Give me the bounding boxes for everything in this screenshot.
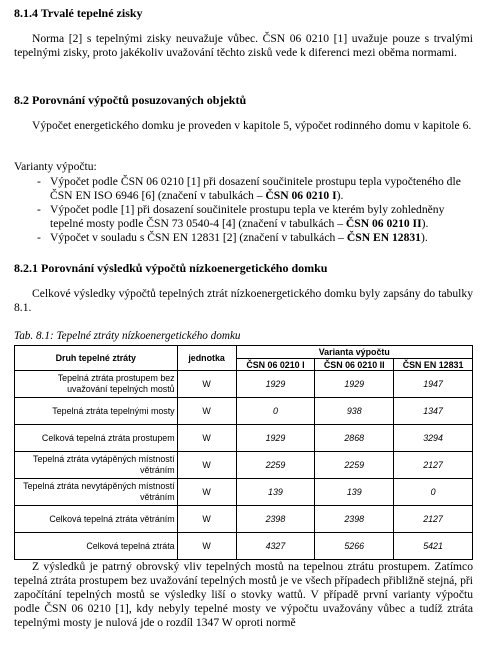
cell-value: 5421: [394, 533, 473, 560]
row-unit: W: [177, 506, 236, 533]
col-header-variant: Varianta výpočtu: [236, 346, 472, 359]
row-unit: W: [177, 479, 236, 506]
heading-8-1-4: 8.1.4 Trvalé tepelné zisky: [14, 6, 143, 20]
cell-value: 1929: [315, 371, 394, 398]
table-row: [15, 452, 473, 479]
heading-8-2: 8.2 Porovnání výpočtů posuzovaných objektů: [14, 93, 247, 107]
cell-value: 4327: [236, 533, 315, 560]
table-row: [15, 533, 473, 560]
row-label: Tepelná ztráta nevytápěných místností větráním: [15, 479, 178, 506]
table-row: [15, 371, 473, 398]
cell-value: 2259: [236, 452, 315, 479]
cell-value: 2398: [236, 506, 315, 533]
table-row: [15, 425, 473, 452]
cell-value: 1947: [394, 371, 473, 398]
list-item: - Výpočet podle [1] při dosazení součinitele prostupu tepla ve kterém byly zohledněny tepelné mosty podle ČSN 73 0540-4 [4] (značení v tabulkách – ČSN 06 0210 II).: [37, 203, 445, 230]
list-item: - Výpočet podle ČSN 06 0210 [1] při dosazení součinitele prostupu tepla vypočteného dle ČSN EN ISO 6946 [6] (značení v tabulkách – ČSN 06 0210 I).: [37, 175, 461, 202]
row-unit: W: [177, 371, 236, 398]
cell-value: 139: [315, 479, 394, 506]
table-caption: Tab. 8.1: Tepelné ztráty nízkoenergetického domku: [14, 330, 241, 342]
cell-value: 5266: [315, 533, 394, 560]
row-label: Celková tepelná ztráta: [15, 533, 178, 560]
list-item: - Výpočet v souladu s ČSN EN 12831 [2] (značení v tabulkách – ČSN EN 12831).: [37, 231, 428, 244]
col-header-unit: jednotka: [177, 346, 236, 371]
row-unit: W: [177, 398, 236, 425]
col-header-variant-1: ČSN 06 0210 I: [236, 359, 315, 371]
paragraph-vysledky: Celkové výsledky výpočtů tepelných ztrát nízkoenergetického domku byly zapsány do tabulky 8.1.: [14, 287, 473, 314]
cell-value: 0: [236, 398, 315, 425]
cell-value: 3294: [394, 425, 473, 452]
cell-value: 2259: [315, 452, 394, 479]
table-row: [15, 398, 473, 425]
paragraph-porovnani: Výpočet energetického domku je proveden v kapitole 5, výpočet rodinného domu v kapitole 6.: [32, 119, 472, 132]
heat-loss-table: [14, 345, 473, 560]
cell-value: 1347: [394, 398, 473, 425]
cell-value: 2127: [394, 506, 473, 533]
row-unit: W: [177, 425, 236, 452]
cell-value: 938: [315, 398, 394, 425]
variants-title: Varianty výpočtu:: [14, 160, 97, 173]
row-label: Tepelná ztráta vytápěných místností větráním: [15, 452, 178, 479]
row-unit: W: [177, 452, 236, 479]
row-unit: W: [177, 533, 236, 560]
cell-value: 139: [236, 479, 315, 506]
col-header-type: Druh tepelné ztráty: [15, 346, 178, 371]
cell-value: 0: [394, 479, 473, 506]
row-label: Celková tepelná ztráta prostupem: [15, 425, 178, 452]
cell-value: 2398: [315, 506, 394, 533]
paragraph-closing: Z výsledků je patrný obrovský vliv tepelných mostů na tepelnou ztrátu prostupem. Zatímco tepelná ztráta prostupem bez uvažování tepelných mostů je ve všech případech přibližně stejná, při započítání tepelných mostů se výsledky liší o stovky wattů. V případě první varianty výpočtu podle ČSN 06 0210 [1], kdy nebyly tepelné mosty ve výpočtu uvažovány vůbec a tudíž ztráta tepelnými mosty je nulová jde o rozdíl 1347 W oproti normě: [14, 560, 473, 629]
cell-value: 1929: [236, 425, 315, 452]
table-row: [15, 506, 473, 533]
cell-value: 1929: [236, 371, 315, 398]
row-label: Tepelná ztráta tepelnými mosty: [15, 398, 178, 425]
paragraph-trvale-zisky: Norma [2] s tepelnými zisky neuvažuje vůbec. ČSN 06 0210 [1] uvažuje pouze s trvalými tepelnými zisky, proto jakékoliv uvažování těchto zisků vede k diferenci mezi oběma normami.: [14, 32, 473, 59]
heading-8-2-1: 8.2.1 Porovnání výsledků výpočtů nízkoenergetického domku: [14, 261, 328, 275]
variants-list: [30, 175, 475, 245]
col-header-variant-3: ČSN EN 12831: [394, 359, 473, 371]
col-header-variant-2: ČSN 06 0210 II: [315, 359, 394, 371]
row-label: Celková tepelná ztráta větráním: [15, 506, 178, 533]
table-row: [15, 479, 473, 506]
cell-value: 2127: [394, 452, 473, 479]
cell-value: 2868: [315, 425, 394, 452]
row-label: Tepelná ztráta prostupem bez uvažování tepelných mostů: [15, 371, 178, 398]
